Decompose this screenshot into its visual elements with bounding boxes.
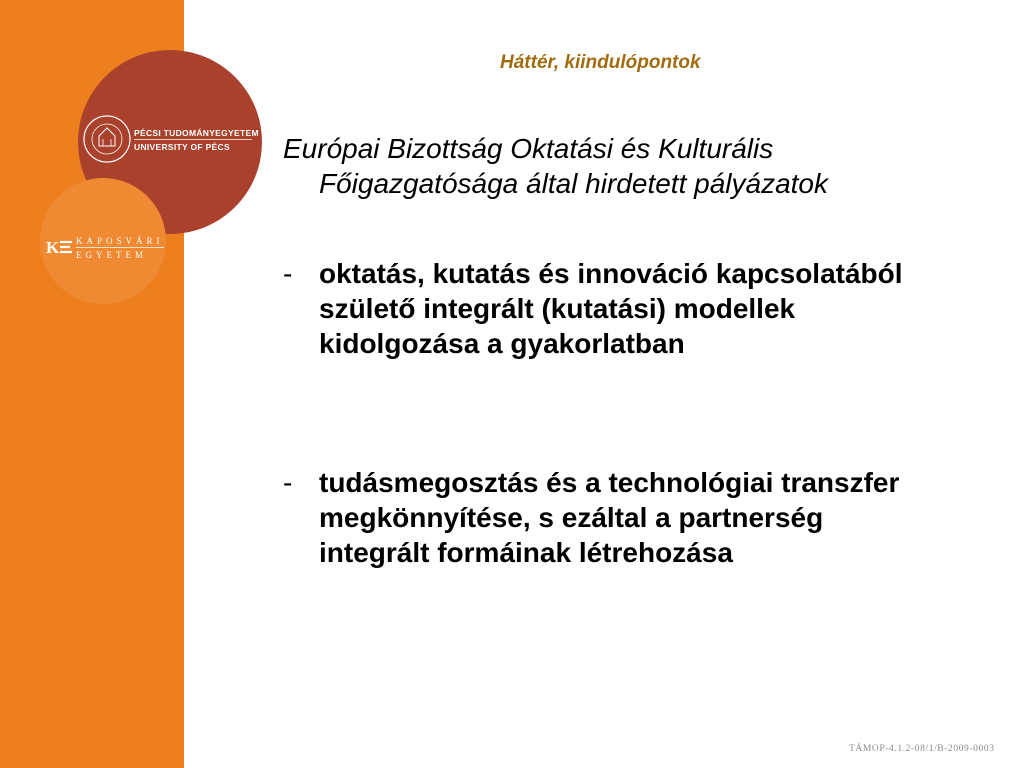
ke-name-line1: KAPOSVÁRI (76, 236, 164, 246)
pte-name-hu: PÉCSI TUDOMÁNYEGYETEM (134, 128, 259, 138)
bullet-text-2: tudásmegosztás és a technológiai transzfer megkönnyítése, s ezáltal a partnerség integrált formáinak létrehozása (319, 467, 900, 568)
bullet-item-2 (283, 465, 923, 570)
ke-logo-divider (76, 247, 164, 248)
bullet-item-1 (283, 256, 923, 361)
pte-name-en: UNIVERSITY OF PÉCS (134, 142, 230, 152)
intro-text (283, 131, 983, 201)
ke-logo-text (76, 234, 164, 262)
bullet-dash-icon: - (283, 467, 293, 498)
slide-title: Háttér, kiindulópontok (500, 52, 701, 73)
bullet-text-1: oktatás, kutatás és innováció kapcsolatából születő integrált (kutatási) modellek kidolgozása a gyakorlatban (319, 258, 903, 359)
pte-logo-divider (134, 139, 252, 140)
svg-text:K: K (46, 238, 60, 257)
pte-logo-text (134, 126, 259, 154)
university-seal-icon (82, 114, 132, 164)
bullet-dash-icon: - (283, 258, 293, 289)
project-code-footer: TÁMOP-4.1.2-08/1/B-2009-0003 (849, 744, 995, 754)
ke-name-line2: EGYETEM (76, 250, 147, 260)
ke-logo-icon (46, 236, 76, 258)
intro-line-1: Európai Bizottság Oktatási és Kulturális (283, 133, 774, 164)
intro-line-2: Főigazgatósága által hirdetett pályázatok (319, 168, 828, 199)
